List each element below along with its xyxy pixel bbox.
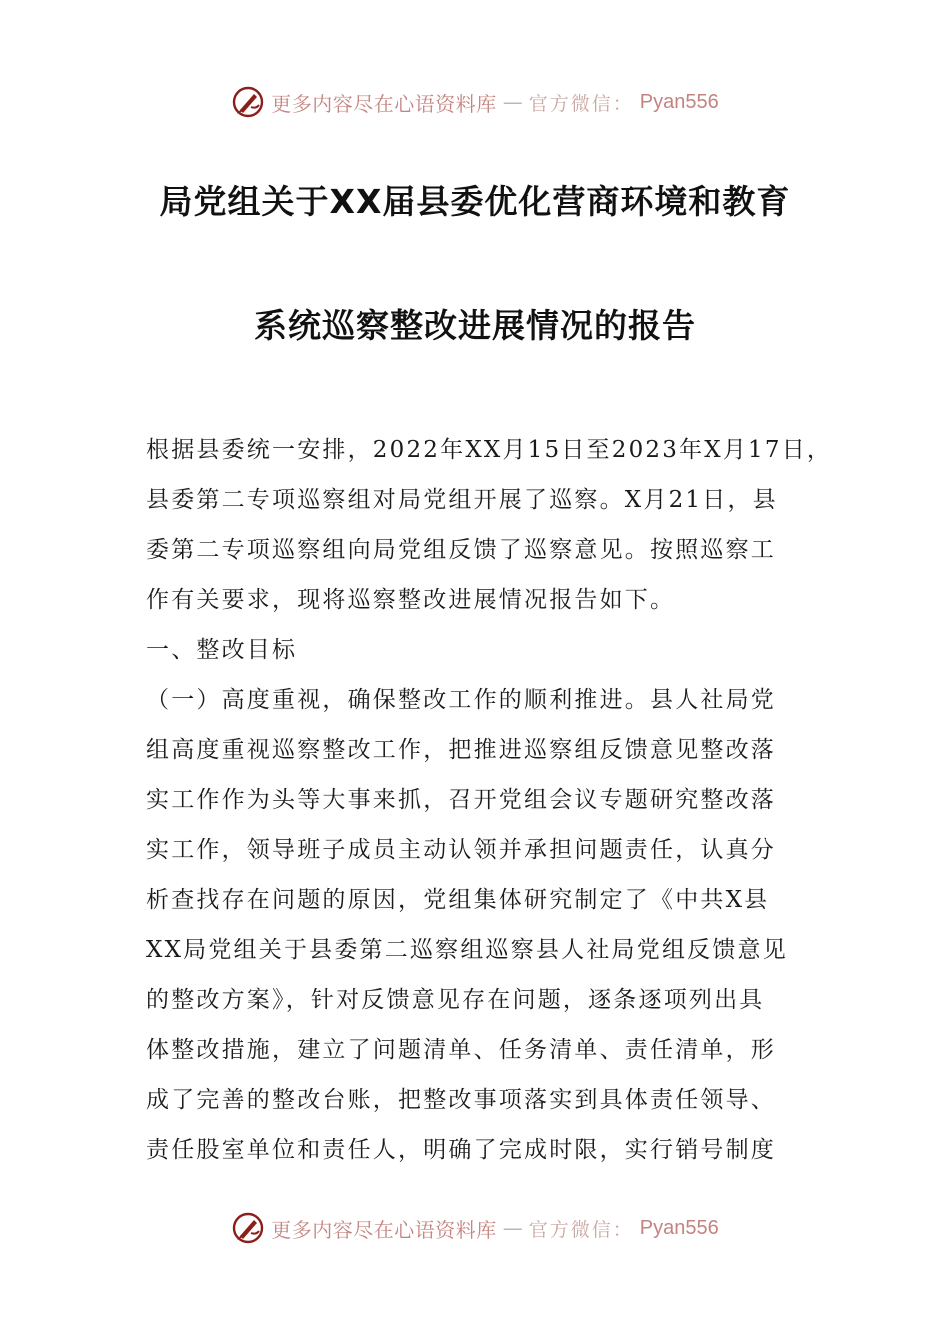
document-title-line-1: 局党组关于XX届县委优化营商环境和教育 — [159, 182, 791, 221]
body-line: 委第二专项巡察组向局党组反馈了巡察意见。按照巡察工 — [146, 537, 776, 563]
body-line: 实工作作为头等大事来抓，召开党组会议专题研究整改落 — [146, 787, 776, 813]
pen-circle-logo-icon — [231, 85, 265, 119]
body-line: （一）高度重视，确保整改工作的顺利推进。县人社局党 — [146, 687, 776, 713]
body-line: 根据县委统一安排，2022年XX月15日至2023年X月17日， — [146, 437, 833, 463]
header-watermark — [0, 82, 950, 122]
body-line: 县委第二专项巡察组对局党组开展了巡察。X月21日，县 — [146, 487, 778, 513]
footer-watermark — [0, 1208, 950, 1248]
watermark-brand-text: 更多内容尽在心语资料库 — [271, 91, 497, 116]
watermark-wechat-label: 官方微信： — [528, 92, 634, 115]
body-line: XX局党组关于县委第二巡察组巡察县人社局党组反馈意见 — [146, 937, 788, 963]
pen-circle-logo-icon — [231, 1211, 265, 1245]
watermark-brand-text: 更多内容尽在心语资料库 — [271, 1217, 497, 1242]
section-heading: 一、整改目标 — [146, 637, 298, 663]
watermark-separator: — — [502, 1216, 523, 1240]
body-line: 作有关要求，现将巡察整改进展情况报告如下。 — [146, 587, 676, 613]
watermark-wechat-id: Pyan556 — [639, 90, 719, 113]
watermark-wechat-label: 官方微信： — [528, 1218, 634, 1241]
body-line: 实工作，领导班子成员主动认领并承担问题责任，认真分 — [146, 837, 776, 863]
body-line: 析查找存在问题的原因，党组集体研究制定了《中共X县 — [146, 887, 770, 913]
body-line: 责任股室单位和责任人，明确了完成时限，实行销号制度 — [146, 1137, 776, 1163]
body-line: 成了完善的整改台账，把整改事项落实到具体责任领导、 — [146, 1087, 776, 1113]
body-line: 体整改措施，建立了问题清单、任务清单、责任清单，形 — [146, 1037, 776, 1063]
body-line: 组高度重视巡察整改工作，把推进巡察组反馈意见整改落 — [146, 737, 776, 763]
body-line: 的整改方案》，针对反馈意见存在问题，逐条逐项列出具 — [146, 987, 765, 1013]
document-title-line-2: 系统巡察整改进展情况的报告 — [254, 306, 696, 345]
watermark-wechat-id: Pyan556 — [639, 1216, 719, 1239]
watermark-separator: — — [502, 90, 523, 114]
